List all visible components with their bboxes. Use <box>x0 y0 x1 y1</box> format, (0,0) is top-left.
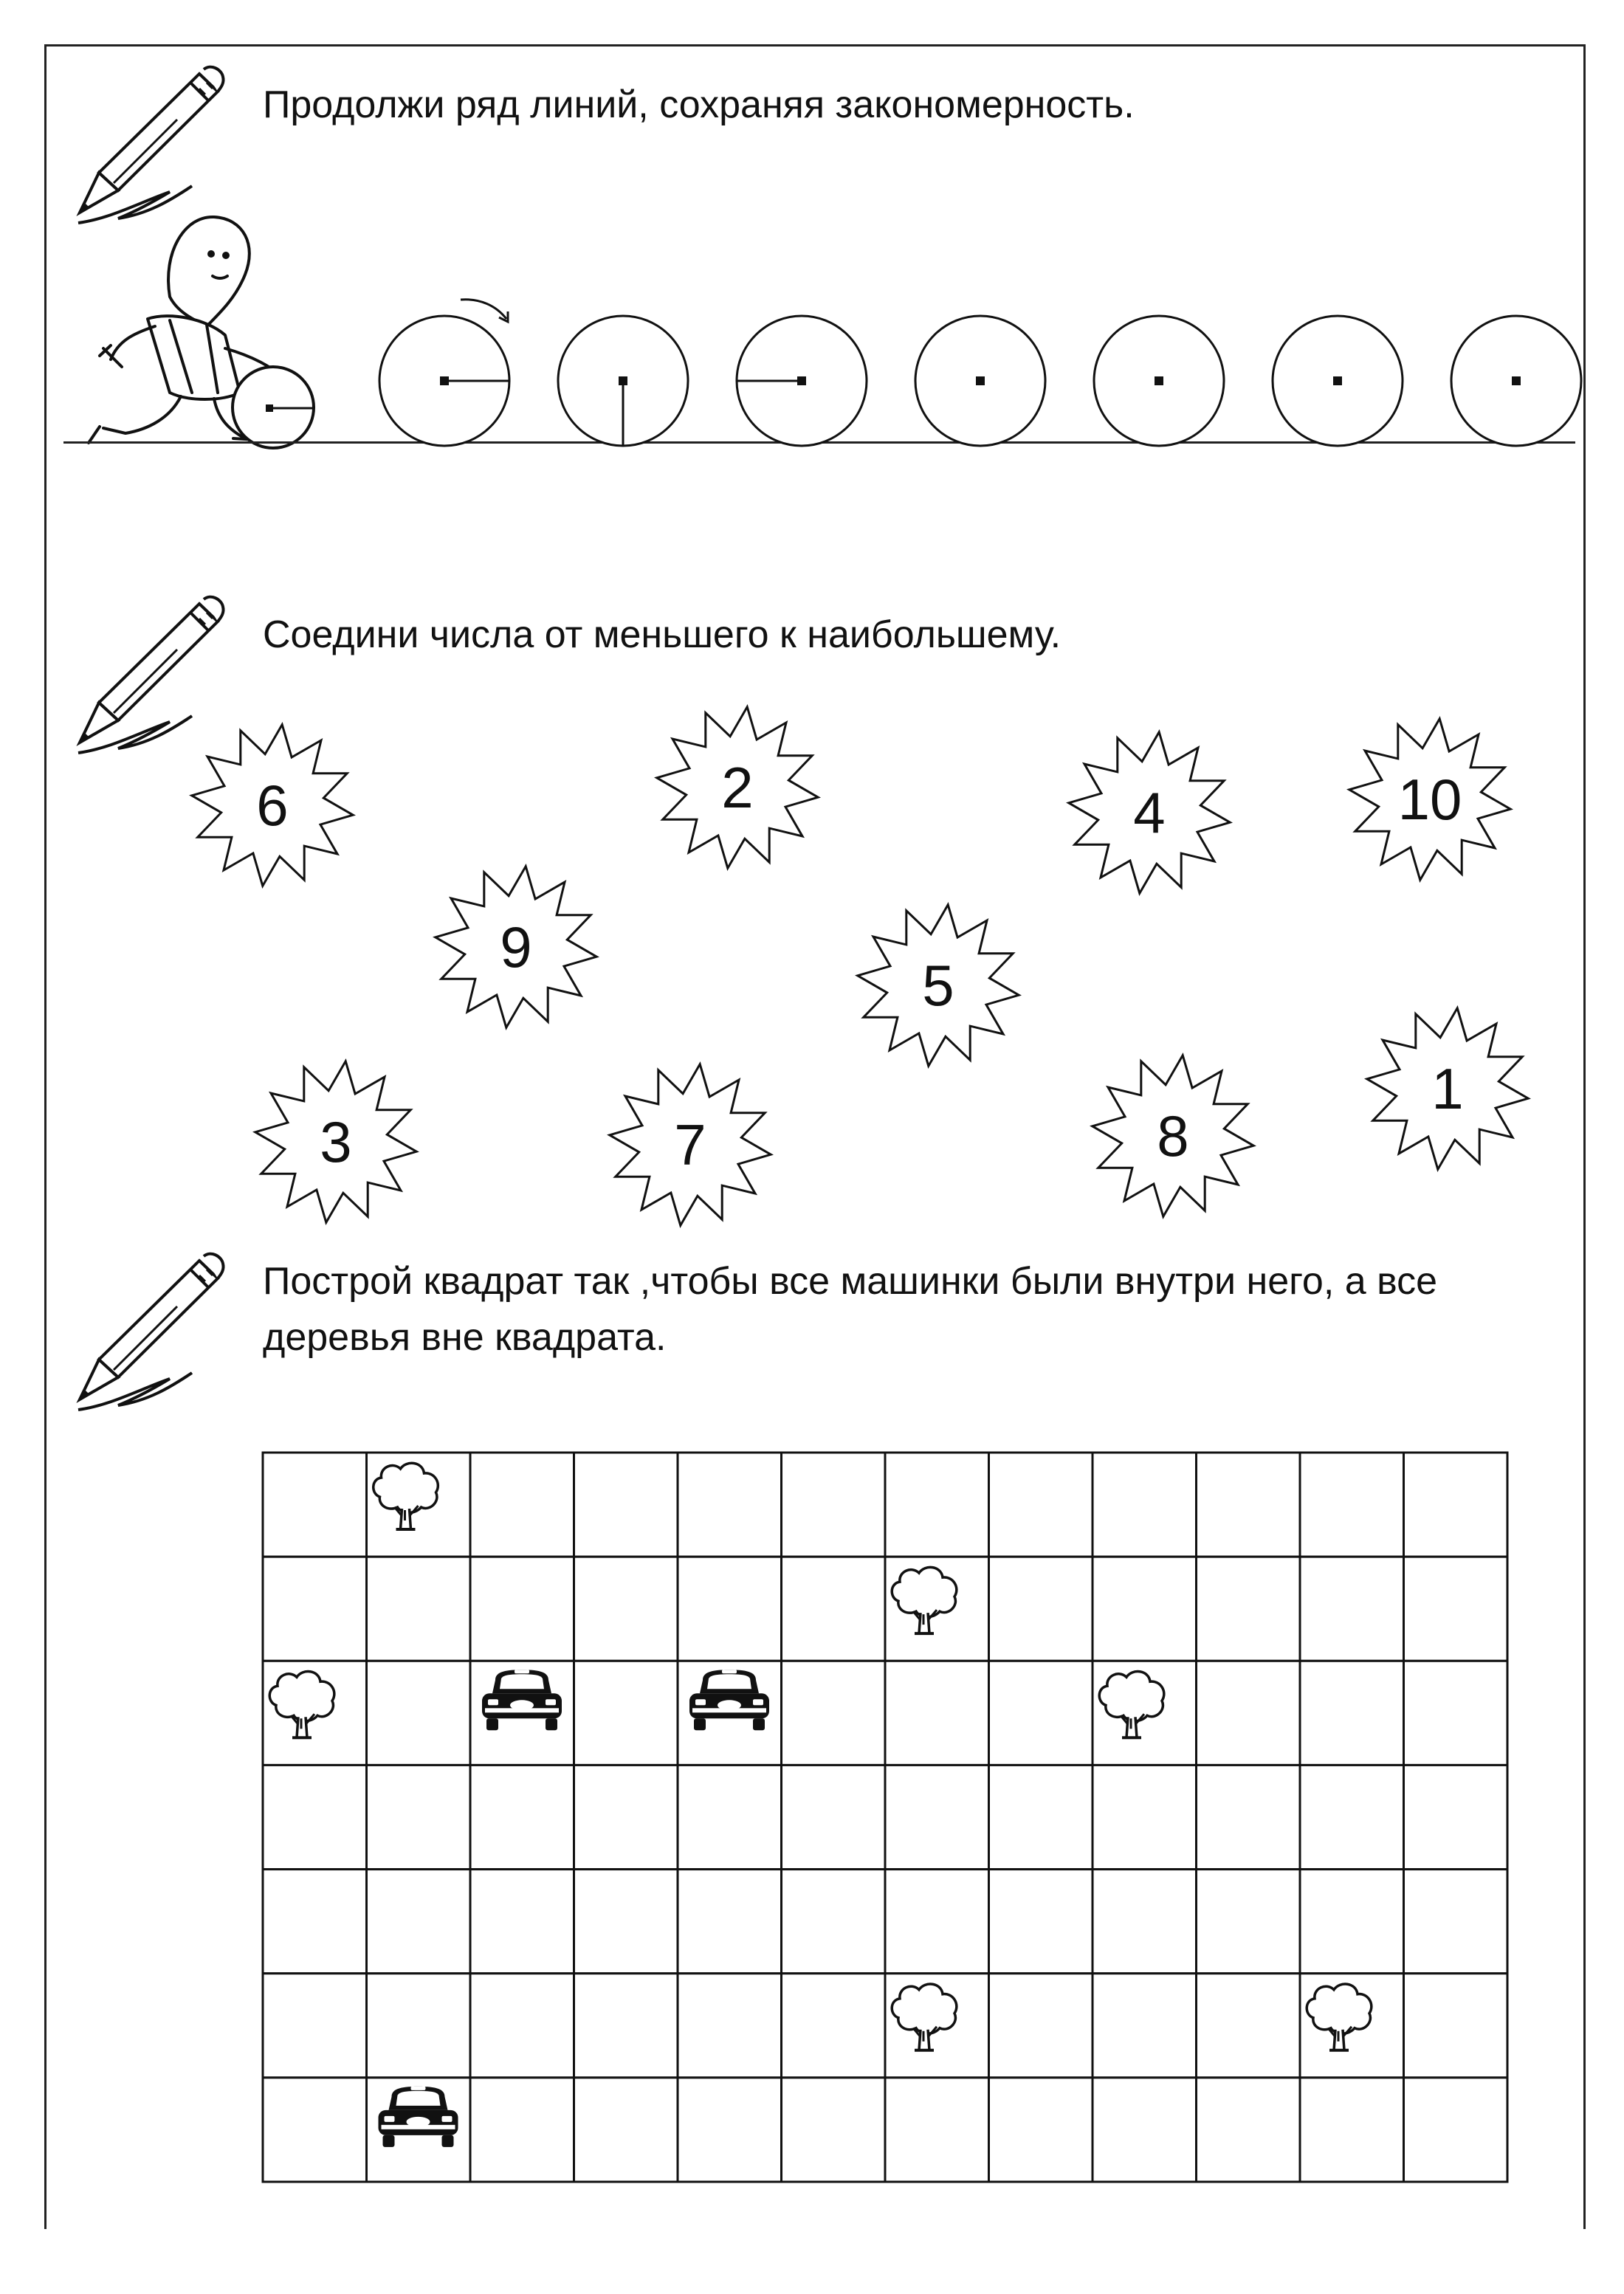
star-number: 3 <box>320 1109 352 1174</box>
grid-cell[interactable] <box>885 1870 989 1974</box>
grid-cell[interactable] <box>367 1765 471 1869</box>
grid-cell[interactable] <box>1197 1557 1301 1661</box>
grid-cell[interactable] <box>470 1765 574 1869</box>
number-star-6[interactable] <box>187 720 357 890</box>
grid-cell[interactable] <box>1197 1870 1301 1974</box>
grid-cell[interactable] <box>1300 1870 1404 1974</box>
grid-cell[interactable] <box>678 1870 782 1974</box>
grid-cell[interactable] <box>1197 1661 1301 1765</box>
pencil-icon <box>66 61 229 230</box>
number-star-3[interactable] <box>251 1057 421 1227</box>
grid-cell[interactable] <box>782 1870 886 1974</box>
grid-cell[interactable] <box>263 2078 367 2182</box>
grid-cell[interactable] <box>367 1974 471 2078</box>
grid-cell[interactable] <box>989 1870 1093 1974</box>
grid-cell[interactable] <box>1300 1557 1404 1661</box>
star-number: 6 <box>256 772 289 838</box>
grid-cell[interactable] <box>574 1557 678 1661</box>
grid-cell[interactable] <box>263 1870 367 1974</box>
grid-cell[interactable] <box>574 1453 678 1557</box>
grid-cell[interactable] <box>678 1974 782 2078</box>
grid-cell[interactable] <box>678 1765 782 1869</box>
star-number: 7 <box>674 1112 706 1177</box>
grid-cell[interactable] <box>885 1765 989 1869</box>
grid-cell[interactable] <box>1300 1453 1404 1557</box>
rotation-arrow-icon <box>458 294 517 331</box>
grid-cell[interactable] <box>989 1453 1093 1557</box>
grid-cell[interactable] <box>574 2078 678 2182</box>
grid-cell[interactable] <box>1404 2078 1508 2182</box>
grid-cell[interactable] <box>1300 2078 1404 2182</box>
grid-cell[interactable] <box>989 1661 1093 1765</box>
pattern-circle-7[interactable] <box>1448 313 1584 449</box>
grid-cell[interactable] <box>989 1974 1093 2078</box>
grid-cell[interactable] <box>470 2078 574 2182</box>
grid-cell[interactable] <box>678 1557 782 1661</box>
pencil-icon <box>66 1247 229 1417</box>
boy-rolling-wheel-icon <box>59 208 332 452</box>
pattern-circle-5[interactable] <box>1091 313 1227 449</box>
grid-cell[interactable] <box>367 1557 471 1661</box>
pattern-circle-3 <box>734 313 870 449</box>
grid-cell[interactable] <box>1404 1557 1508 1661</box>
grid-cell[interactable] <box>1300 1661 1404 1765</box>
grid-cell[interactable] <box>574 1765 678 1869</box>
grid-cell[interactable] <box>263 1453 367 1557</box>
star-number: 9 <box>500 914 532 979</box>
number-star-9[interactable] <box>431 862 601 1032</box>
number-star-8[interactable] <box>1088 1051 1258 1221</box>
grid-cell[interactable] <box>1093 2078 1197 2182</box>
grid-cell[interactable] <box>1300 1765 1404 1869</box>
grid-cell[interactable] <box>470 1453 574 1557</box>
grid-cell[interactable] <box>1404 1870 1508 1974</box>
grid-cell[interactable] <box>678 2078 782 2182</box>
grid-cell[interactable] <box>470 1974 574 2078</box>
grid-cell[interactable] <box>885 1661 989 1765</box>
grid-cell[interactable] <box>470 1557 574 1661</box>
star-number: 10 <box>1397 766 1462 832</box>
grid-cell[interactable] <box>678 1453 782 1557</box>
grid-cell[interactable] <box>782 1453 886 1557</box>
task-3-instruction: Построй квадрат так ,чтобы все машинки были внутри него, а все деревья вне квадрата. <box>263 1260 1438 1359</box>
grid-cell[interactable] <box>367 1870 471 1974</box>
grid-cell[interactable] <box>1404 1661 1508 1765</box>
grid-cell[interactable] <box>1093 1870 1197 1974</box>
pattern-circle-2 <box>555 313 691 449</box>
star-number: 4 <box>1133 779 1166 845</box>
grid-cell[interactable] <box>263 1557 367 1661</box>
grid-cell[interactable] <box>782 1765 886 1869</box>
grid-cell[interactable] <box>1093 1557 1197 1661</box>
grid-cell[interactable] <box>885 2078 989 2182</box>
grid-cell[interactable] <box>782 1661 886 1765</box>
number-star-10[interactable] <box>1345 714 1515 884</box>
pattern-circle-1 <box>376 313 512 449</box>
grid-cell[interactable] <box>1197 1453 1301 1557</box>
square-drawing-grid[interactable] <box>263 1453 1507 2182</box>
number-star-4[interactable] <box>1064 728 1234 898</box>
grid-cell[interactable] <box>263 1765 367 1869</box>
star-number: 1 <box>1431 1055 1464 1121</box>
grid-cell[interactable] <box>574 1661 678 1765</box>
star-number: 2 <box>721 754 754 820</box>
task-2-instruction: Соедини числа от меньшего к наибольшему. <box>263 613 1062 656</box>
grid-cell[interactable] <box>782 2078 886 2182</box>
grid-cell[interactable] <box>885 1453 989 1557</box>
star-number: 5 <box>922 952 954 1018</box>
grid-cell[interactable] <box>989 1557 1093 1661</box>
grid-cell[interactable] <box>1197 2078 1301 2182</box>
grid-cell[interactable] <box>1404 1453 1508 1557</box>
grid-cell[interactable] <box>1093 1453 1197 1557</box>
number-star-7[interactable] <box>605 1060 775 1230</box>
grid-cell[interactable] <box>1404 1765 1508 1869</box>
number-star-5[interactable] <box>853 900 1023 1070</box>
grid-cell[interactable] <box>1404 1974 1508 2078</box>
grid-cell[interactable] <box>470 1870 574 1974</box>
grid-cell[interactable] <box>989 2078 1093 2182</box>
grid-cell[interactable] <box>263 1974 367 2078</box>
grid-cell[interactable] <box>1197 1974 1301 2078</box>
grid-cell[interactable] <box>1197 1765 1301 1869</box>
grid-cell[interactable] <box>367 1661 471 1765</box>
grid-cell[interactable] <box>782 1974 886 2078</box>
star-number: 8 <box>1157 1103 1189 1168</box>
task-1-instruction: Продолжи ряд линий, сохраняя закономерность. <box>263 83 1135 126</box>
grid-cell[interactable] <box>1093 1974 1197 2078</box>
grid-cell[interactable] <box>574 1870 678 1974</box>
number-star-2[interactable] <box>653 703 822 872</box>
grid-cell[interactable] <box>989 1765 1093 1869</box>
grid-cell[interactable] <box>1093 1765 1197 1869</box>
grid-cell[interactable] <box>782 1557 886 1661</box>
pattern-circle-6[interactable] <box>1270 313 1405 449</box>
grid-cell[interactable] <box>574 1974 678 2078</box>
number-star-1[interactable] <box>1363 1004 1532 1174</box>
pattern-circle-4[interactable] <box>912 313 1048 449</box>
